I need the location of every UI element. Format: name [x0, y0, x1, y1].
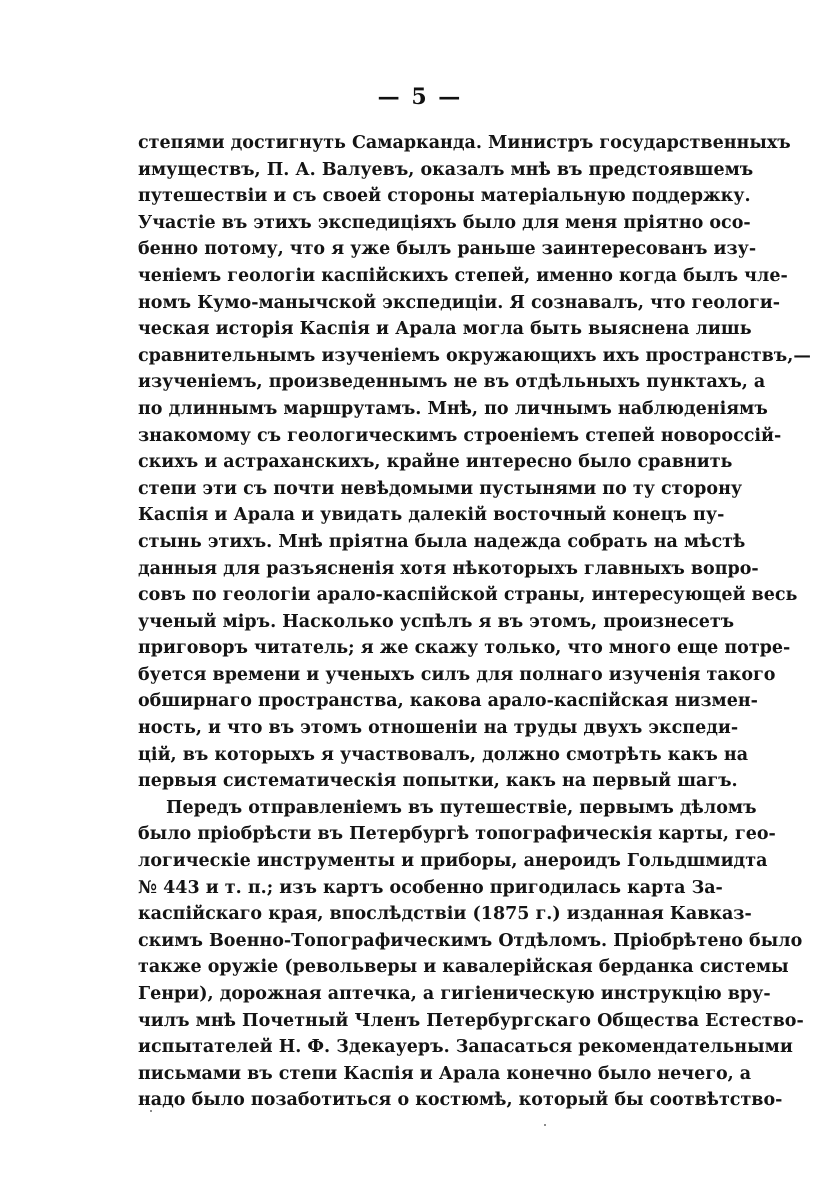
text-line: по длиннымъ маршрутамъ. Мнѣ, по личнымъ наблюденіямъ [138, 398, 768, 419]
text-line: совъ по геологіи арало-каспійской страны, интересующей весь [138, 585, 798, 606]
scan-speck [544, 1124, 546, 1126]
text-line: ность, и что въ этомъ отношеніи на труды двухъ экспеди- [138, 718, 739, 739]
text-line: каспійскаго края, впослѣдствіи (1875 г.) изданная Кавказ- [138, 904, 752, 925]
body-text [138, 130, 811, 1114]
text-line: стынь этихъ. Мнѣ пріятна была надежда собрать на мѣстѣ [138, 531, 746, 552]
text-line: логическіе инструменты и приборы, анероидъ Гольдшмидта [138, 851, 768, 872]
text-line: чилъ мнѣ Почетный Членъ Петербургскаго Общества Естество- [138, 1010, 804, 1031]
text-line: номъ Кумо-манычской экспедиціи. Я сознавалъ, что геологи- [138, 292, 781, 313]
text-line: данныя для разъясненія хотя нѣкоторыхъ главныхъ вопро- [138, 558, 759, 579]
text-line: письмами въ степи Каспія и Арала конечно было нечего, а [138, 1063, 752, 1084]
text-line: ученый міръ. Насколько успѣлъ я въ этомъ, произнесетъ [138, 611, 735, 632]
text-line: Участіе въ этихъ экспедиціяхъ было для меня пріятно осо- [138, 212, 751, 233]
text-line: скимъ Военно-Топографическимъ Отдѣломъ. Пріобрѣтено было [138, 930, 803, 951]
text-line: степями достигнуть Самарканда. Министръ государственныхъ [138, 133, 791, 153]
text-line: цій, въ которыхъ я участвовалъ, должно смотрѣть какъ на [138, 744, 749, 765]
text-line: имуществъ, П. А. Валуевъ, оказалъ мнѣ въ предстоявшемъ [138, 159, 754, 180]
text-line: степи эти съ почти невѣдомыми пустынями по ту сторону [138, 478, 743, 499]
text-line: Каспія и Арала и увидать далекій восточный конецъ пу- [138, 505, 725, 526]
text-line: приговоръ читатель; я же скажу только, что много еще потре- [138, 638, 791, 659]
text-line: бенно потому, что я уже былъ раньше заинтересованъ изу- [138, 239, 757, 260]
text-line: также оружіе (револьверы и кавалерійская берданка системы [138, 957, 789, 978]
page-number: — 5 — [377, 84, 463, 110]
scan-speck [150, 1110, 152, 1112]
text-line: обширнаго пространства, какова арало-каспійская низмен- [138, 691, 758, 712]
text-line: ческая исторія Каспія и Арала могла быть выяснена лишь [138, 319, 752, 340]
paragraph-start-line: Передъ отправленіемъ въ путешествіе, первымъ дѣломъ [166, 797, 757, 818]
text-line: надо было позаботиться о костюмѣ, который бы соотвѣтство- [138, 1090, 783, 1111]
text-line: было пріобрѣсти въ Петербургѣ топографическія карты, гео- [138, 824, 776, 845]
text-line: Генри), дорожная аптечка, а гигіеническую инструкцію вру- [138, 984, 771, 1004]
paragraph-end-line: первыя систематическія попытки, какъ на первый шагъ. [138, 771, 738, 792]
text-line: сравнительнымъ изученіемъ окружающихъ ихъ пространствъ,— [138, 345, 811, 366]
text-line: буется времени и ученыхъ силъ для полнаго изученія такого [138, 664, 776, 685]
text-line: скихъ и астраханскихъ, крайне интересно было сравнить [138, 452, 733, 473]
text-line: ченіемъ геологіи каспійскихъ степей, именно когда былъ чле- [138, 265, 788, 286]
text-line: путешествіи и съ своей стороны матеріальную поддержку. [138, 186, 751, 207]
text-line: знакомому съ геологическимъ строеніемъ степей новороссій- [138, 425, 782, 446]
text-line: изученіемъ, произведеннымъ не въ отдѣльныхъ пунктахъ, а [138, 372, 766, 393]
text-line: № 443 и т. п.; изъ картъ особенно пригодилась карта За- [138, 877, 723, 898]
text-line: испытателей Н. Ф. Здекауеръ. Запасаться рекомендательными [138, 1037, 793, 1058]
